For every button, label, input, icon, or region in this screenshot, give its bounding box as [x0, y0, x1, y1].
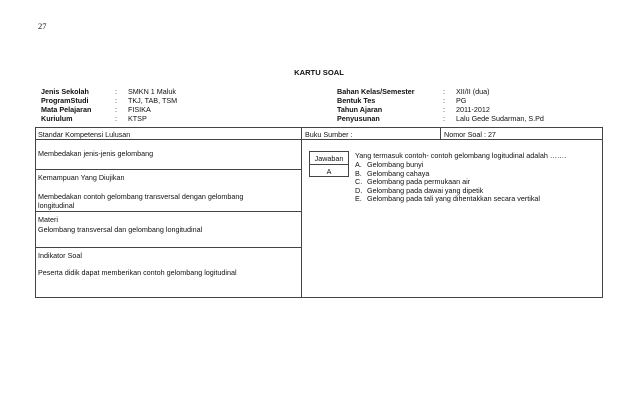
skl-header-line [35, 139, 301, 140]
indikator-label: Indikator Soal [38, 251, 82, 260]
nomor-soal-label: Nomor Soal : 27 [444, 130, 496, 139]
meta-value-tahun-ajaran: 2011-2012 [456, 105, 490, 114]
meta-label-bentuk-tes: Bentuk Tes [337, 96, 376, 105]
meta-sep: : [443, 114, 445, 123]
skl-text: Membedakan jenis-jenis gelombang [38, 149, 154, 158]
meta-sep: : [115, 96, 117, 105]
meta-sep: : [115, 105, 117, 114]
materi-label: Materi [38, 215, 58, 224]
meta-value-bahan-kelas: XII/II (dua) [456, 87, 490, 96]
kemampuan-text-continued: longitudinal [38, 201, 75, 210]
meta-label-jenis-sekolah: Jenis Sekolah [41, 87, 89, 96]
meta-sep: : [443, 87, 445, 96]
indikator-text: Peserta didik dapat memberikan contoh gelombang logitudinal [38, 268, 237, 277]
option-letter: D. [355, 185, 363, 195]
meta-sep: : [115, 87, 117, 96]
header-divider [440, 127, 441, 139]
meta-label-bahan-kelas: Bahan Kelas/Semester [337, 87, 415, 96]
meta-value-penyusunan: Lalu Gede Sudarman, S.Pd [456, 114, 544, 123]
option-text: Gelombang pada tali yang dihentakkan secara vertikal [367, 194, 541, 204]
option-letter: B. [355, 168, 362, 178]
jawaban-value: A [326, 167, 332, 176]
question-text: Yang termasuk contoh- contoh gelombang logitudinal adalah ……. [355, 151, 567, 160]
jawaban-label: Jawaban [314, 154, 344, 163]
jawaban-box-line [309, 164, 349, 165]
option-b [355, 169, 540, 178]
meta-label-mata-pelajaran: Mata Pelajaran [41, 105, 92, 114]
option-e [355, 194, 540, 203]
meta-label-program-studi: ProgramStudi [41, 96, 89, 105]
section-line [35, 247, 301, 248]
section-line [35, 211, 301, 212]
option-text: Gelombang pada dawai yang dipetik [367, 185, 484, 195]
table-divider [301, 127, 302, 298]
option-text: Gelombang bunyi [367, 160, 424, 169]
meta-value-kurikulum: KTSP [128, 114, 147, 123]
kemampuan-label: Kemampuan Yang Diujikan [38, 173, 125, 182]
option-letter: C. [355, 177, 363, 187]
meta-value-jenis-sekolah: SMKN 1 Maluk [128, 87, 176, 96]
answer-options [355, 160, 540, 203]
materi-text: Gelombang transversal dan gelombang longitudinal [38, 225, 203, 234]
option-letter: A. [355, 160, 362, 169]
kemampuan-text: Membedakan contoh gelombang transversal dengan gelombang [38, 192, 244, 201]
meta-value-program-studi: TKJ, TAB, TSM [128, 96, 178, 105]
meta-label-tahun-ajaran: Tahun Ajaran [337, 105, 383, 114]
skl-label: Standar Kompetensi Lulusan [38, 130, 131, 139]
option-text: Gelombang cahaya [367, 168, 430, 178]
option-letter: E. [355, 194, 362, 204]
meta-sep: : [115, 114, 117, 123]
meta-sep: : [443, 105, 445, 114]
document-title: KARTU SOAL [294, 68, 344, 77]
meta-sep: : [443, 96, 445, 105]
meta-value-bentuk-tes: PG [456, 96, 467, 105]
meta-label-penyusunan: Penyusunan [337, 114, 380, 123]
option-c [355, 177, 540, 186]
meta-label-kurikulum: Kuriulum [41, 114, 73, 123]
table-header-line [301, 139, 603, 140]
option-a [355, 160, 540, 169]
buku-sumber-label: Buku Sumber : [305, 130, 353, 139]
meta-value-mata-pelajaran: FISIKA [128, 105, 151, 114]
page-number: 27 [38, 21, 47, 31]
option-text: Gelombang pada permukaan air [367, 177, 471, 187]
option-d [355, 186, 540, 195]
section-line [35, 169, 301, 170]
